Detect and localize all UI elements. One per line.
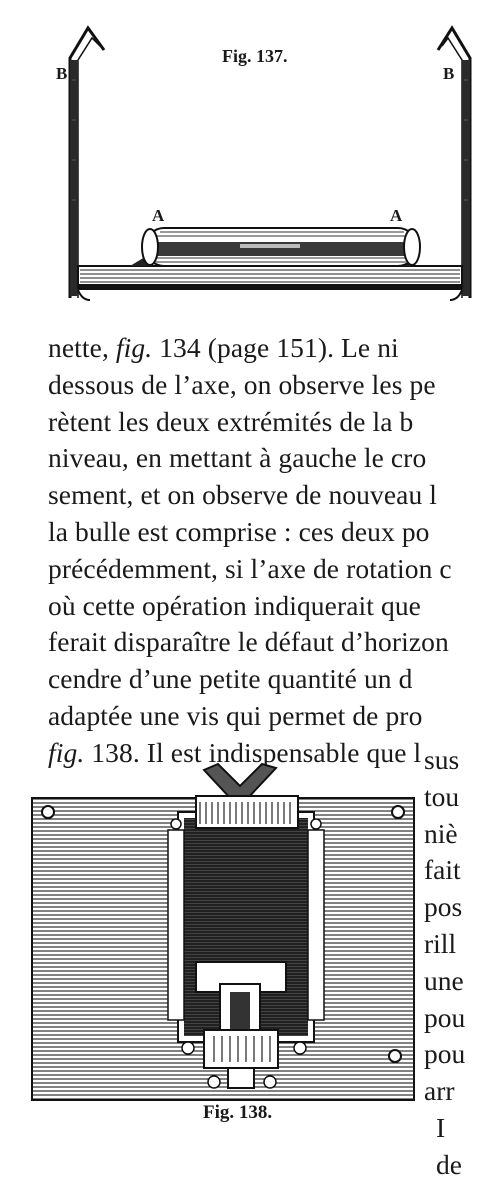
body-text xyxy=(48,330,500,772)
text-fragment: rill xyxy=(424,927,457,959)
text-fragment: arr xyxy=(424,1075,455,1107)
text-line: dessous de l’axe, on observe les pe xyxy=(48,368,436,400)
text-line: adaptée une vis qui permet de pro xyxy=(48,699,423,731)
label-b-right: B xyxy=(443,64,455,83)
label-a-right: A xyxy=(390,206,403,225)
text-line: la bulle est comprise : ces deux po xyxy=(48,515,430,547)
text-line: où cette opération indiquerait que xyxy=(48,589,421,621)
text-fragment: niè xyxy=(424,817,458,849)
text-fragment: de xyxy=(436,1148,462,1180)
text-line: fig. 138. Il est indispensable que l xyxy=(48,736,422,768)
side-text-column xyxy=(424,742,500,1184)
text-line: sement, et on observe de nouveau l xyxy=(48,479,438,511)
text-fragment: tou xyxy=(424,780,460,812)
text-line: précédemment, si l’axe de rotation c xyxy=(48,552,452,584)
text-line: rètent les deux extrémités de la b xyxy=(48,405,414,437)
text-fragment: pos xyxy=(424,891,463,923)
text-fragment: une xyxy=(424,964,464,996)
label-b-left: B xyxy=(56,64,68,83)
text-fragment: pou xyxy=(424,1038,466,1070)
figure-caption: Fig. 138. xyxy=(203,1102,273,1123)
figure-137 xyxy=(0,0,500,320)
text-fragment: pou xyxy=(424,1001,466,1033)
text-line: niveau, en mettant à gauche le cro xyxy=(48,442,427,474)
text-line: cendre d’une petite quantité un d xyxy=(48,663,413,695)
text-line: ferait disparaître le défaut d’horizon xyxy=(48,626,449,658)
figure-caption: Fig. 137. xyxy=(222,46,288,66)
text-fragment: fait xyxy=(424,854,461,886)
text-line: nette, fig. 134 (page 151). Le ni xyxy=(48,332,399,363)
text-fragment: I xyxy=(436,1111,446,1143)
label-a-left: A xyxy=(152,206,165,225)
text-fragment: sus xyxy=(424,744,460,775)
